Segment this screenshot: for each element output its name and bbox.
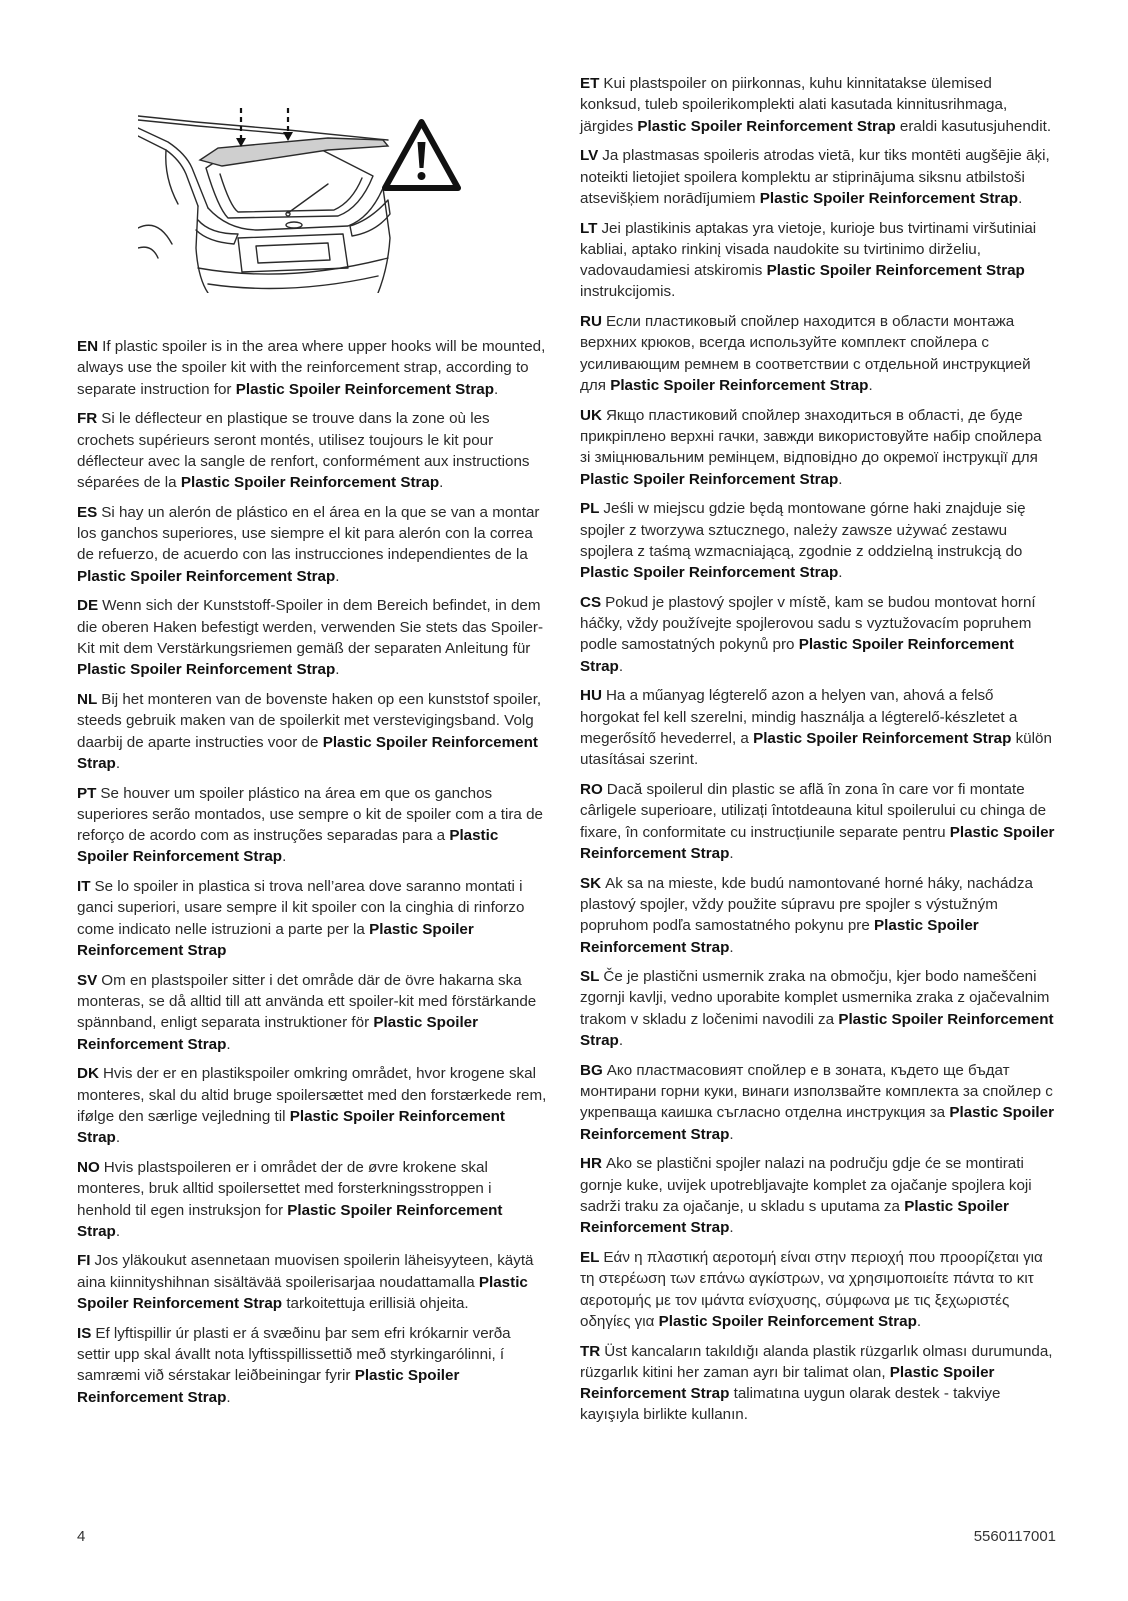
instruction-text-end: . — [729, 1125, 734, 1143]
left-column — [77, 336, 547, 1416]
product-name: Plastic Spoiler Reinforcement Strap — [580, 823, 1055, 862]
product-name: Plastic Spoiler Reinforcement Strap — [580, 917, 979, 956]
document-number: 5560117001 — [973, 1528, 1056, 1545]
instruction-text: Ako se plastični spojler nalazi na području gdje će se montirati gornje kuke, uvijek upotrebljavajte komplet za ojačanje spojlera koji sadrži traku za ojačanje, u skladu s uputama za — [580, 1155, 1032, 1215]
instruction-lv — [580, 145, 1056, 209]
instruction-text: Ако пластмасовият спойлер е в зоната, където ще бъдат монтирани горни куки, винаги използвайте комплекта за спойлер с укрепваща каишка съгласно отделна инструкция за — [580, 1061, 1053, 1122]
product-name: Plastic Spoiler Reinforcement Strap — [77, 1367, 460, 1406]
instruction-hu — [580, 685, 1056, 770]
instruction-ru — [580, 311, 1056, 396]
instruction-text: Bij het monteren van de bovenste haken op een kunststof spoiler, steeds gebruik maken van de spoilerkit met verstevigingsband. Volg daarbij de aparte instructies voor de — [77, 691, 542, 751]
instruction-text: Ha a műanyag légterelő azon a helyen van, ahová a felső horgokat fel kell szerelni, mindig használja a légterelő-készletet a megerősítő hevederrel, a — [580, 687, 1018, 748]
language-code: UK — [580, 406, 602, 424]
instruction-is — [77, 1323, 547, 1408]
instruction-text: Üst kancaların takıldığı alanda plastik rüzgarlık olması durumunda, rüzgarlık kitini her zaman ayrı bir talimat olan, — [580, 1342, 1053, 1381]
instruction-text-end: . — [115, 1222, 121, 1240]
product-name: Plastic Spoiler Reinforcement Strap — [580, 564, 839, 582]
language-code: NL — [77, 691, 98, 709]
instruction-lt — [580, 218, 1056, 303]
instruction-uk — [580, 405, 1056, 490]
instruction-sl — [580, 966, 1056, 1051]
instruction-fi — [77, 1250, 547, 1314]
instruction-text: Pokud je plastový spojler v místě, kam se budou montovat horní háčky, vždy používejte spojlerovou sadu s vyztužovacím popruhem podle samostatných pokynů pro — [580, 593, 1036, 654]
instruction-text-end: instrukcijomis. — [580, 283, 676, 301]
instruction-ro — [580, 779, 1056, 864]
product-name: Plastic Spoiler Reinforcement Strap — [77, 1201, 503, 1240]
instruction-text-end: . — [1018, 189, 1023, 207]
product-name: Plastic Spoiler Reinforcement Strap — [580, 1197, 1009, 1237]
instruction-text: Якщо пластиковий спойлер знаходиться в області, де буде прикріплено верхні гачки, завжди використовуйте набір спойлера зі зміцнювальним ремінцем, відповідно до окремої інструкції для — [580, 406, 1042, 467]
warning-triangle-icon — [381, 118, 462, 192]
instruction-text-end: . — [439, 474, 444, 492]
instruction-en — [77, 336, 547, 400]
language-code: CS — [580, 593, 602, 611]
instruction-text: Hvis der er en plastikspoiler omkring området, hvor krogene skal monteres, skal du altid bruge spoilersættet med den forstærkede rem, ifølge den særlige vejledning til — [77, 1065, 547, 1125]
language-code: EL — [580, 1248, 600, 1266]
instruction-text-end: . — [282, 848, 287, 866]
instruction-text: Kui plastspoiler on piirkonnas, kuhu kinnitatakse ülemised konksud, tuleb spoilerikomplekti alati kasutada kinnitusrihmaga, järgides — [580, 75, 1008, 135]
instruction-text-end: eraldi kasutusjuhendit. — [899, 117, 1052, 135]
instruction-text-end: . — [494, 380, 499, 398]
instruction-sk — [580, 873, 1056, 958]
instruction-text-end: . — [729, 1219, 734, 1237]
instruction-text: Jos yläkoukut asennetaan muovisen spoilerin läheisyyteen, käytä aina kiinnityshihnan sisältävää spoilerisarjaa noudattamalla — [77, 1252, 534, 1291]
language-code: BG — [580, 1061, 603, 1079]
language-code: HU — [580, 687, 602, 705]
instruction-text-end: . — [226, 1035, 231, 1053]
language-code: SK — [580, 874, 602, 892]
language-code: EN — [77, 338, 99, 355]
product-name: Plastic Spoiler Reinforcement Strap — [610, 377, 869, 395]
product-name: Plastic Spoiler Reinforcement Strap — [766, 262, 1025, 280]
instruction-text: If plastic spoiler is in the area where upper hooks will be mounted, always use the spoiler kit with the reinforcement strap, according to separate instruction for — [77, 338, 546, 398]
language-code: HR — [580, 1155, 602, 1173]
product-name: Plastic Spoiler Reinforcement Strap — [77, 1014, 479, 1053]
instruction-pl — [580, 498, 1056, 583]
instruction-text: Jei plastikinis aptakas yra vietoje, kurioje bus tvirtinami viršutiniai kabliai, aptako rinkinį visada naudokite su tvirtinimo dirželiu, vadovaudamiesi atskiromis — [580, 219, 1037, 280]
instruction-text: Se lo spoiler in plastica si trova nell’area dove saranno montati i ganci superiori, usare sempre il kit spoiler con la cinghia di rinforzo come indicato nelle istruzioni a parte per la — [77, 878, 525, 938]
product-name: Plastic Spoiler Reinforcement Strap — [77, 661, 336, 679]
instruction-text-end: . — [838, 470, 843, 488]
product-name: Plastic Spoiler Reinforcement Strap — [637, 117, 896, 135]
right-column — [580, 73, 1056, 1434]
language-code: FR — [77, 410, 98, 428]
instruction-text: Jeśli w miejscu gdzie będą montowane górne haki znajduje się spojler z tworzywa sztucznego, należy zawsze używać zestawu spojlera z taśmą wzmacniającą, zgodnie z oddzielną instrukcją do — [580, 500, 1026, 560]
instruction-text-end: . — [838, 564, 843, 582]
language-code: ET — [580, 75, 600, 92]
language-code: NO — [77, 1158, 100, 1176]
instruction-nl — [77, 689, 547, 774]
product-name: Plastic Spoiler Reinforcement Strap — [77, 1107, 505, 1147]
instruction-text: Dacă spoilerul din plastic se află în zona în care vor fi montate cârligele superioare, utilizați întotdeauna kitul spoilerului cu chinga de fixare, în conformitate cu instrucțiunile separate pentru — [580, 781, 1047, 841]
language-code: DE — [77, 597, 99, 615]
instruction-de — [77, 595, 547, 680]
instruction-sv — [77, 970, 547, 1055]
product-name: Plastic Spoiler Reinforcement Strap — [580, 1104, 1055, 1143]
instruction-text-end: talimatına uygun olarak destek - takviye kayışıyla birlikte kullanın. — [580, 1385, 1001, 1424]
instruction-text: Om en plastspoiler sitter i det område där de övre hakarna ska monteras, se då alltid till att använda ett spoiler-kit med förstärkande spännband, enligt separata instruktioner för — [77, 971, 537, 1032]
product-name: Plastic Spoiler Reinforcement Strap — [658, 1312, 917, 1330]
language-code: FI — [77, 1252, 91, 1270]
product-name: Plastic Spoiler Reinforcement Strap — [580, 1010, 1054, 1050]
language-code: ES — [77, 503, 98, 521]
instruction-text-end: . — [618, 657, 624, 675]
instruction-text: Se houver um spoiler plástico na área em que os ganchos superiores serão montados, use sempre o kit de spoiler com a tira de reforço de acordo com as instruções separadas para a — [77, 784, 543, 845]
instruction-text: Si le déflecteur en plastique se trouve dans la zone où les crochets supérieurs seront montés, utilisez toujours le kit pour déflecteur avec la sangle de renfort, conformément aux instructions séparées de la — [77, 410, 530, 492]
instruction-text-end: külön utasításai szerint. — [580, 730, 1052, 769]
instruction-hr — [580, 1153, 1056, 1238]
language-code: DK — [77, 1065, 99, 1083]
language-code: PT — [77, 784, 97, 802]
instruction-text-end: . — [729, 844, 734, 862]
instruction-text: Εάν η πλαστική αεροτομή είναι στην περιοχή που προορίζεται για τη στερέωση των επάνω αγκίστρων, να χρησιμοποιείτε πάντα το κιτ αεροτομής με τον ιμάντα ενίσχυσης, σύμφωνα με τις ξεχωριστές οδηγίες για — [580, 1248, 1043, 1330]
instruction-it — [77, 876, 547, 961]
product-name: Plastic Spoiler Reinforcement Strap — [580, 636, 1014, 675]
product-name: Plastic Spoiler Reinforcement Strap — [580, 470, 839, 488]
instruction-text: Hvis plastspoileren er i området der de øvre krokene skal monteres, bruk alltid spoilersettet med forsterkningsstroppen i henhold til egen instruksjon for — [77, 1158, 492, 1219]
instruction-tr — [580, 1341, 1056, 1426]
instruction-pt — [77, 783, 547, 868]
instruction-cs — [580, 592, 1056, 677]
instruction-text: Если пластиковый спойлер находится в области монтажа верхних крюков, всегда используйте комплект спойлера с усиливающим ремнем в соответствии с отдельной инструкцией для — [580, 313, 1031, 395]
language-code: IS — [77, 1324, 92, 1342]
product-name: Plastic Spoiler Reinforcement Strap — [77, 920, 474, 960]
instruction-text-end: . — [335, 567, 340, 585]
instruction-text: Ja plastmasas spoileris atrodas vietā, kur tiks montēti augšējie āķi, noteikti lietojiet spoilera komplektu ar stiprinājuma siksnu atbilstoši atsevišķiem norādījumiem — [580, 147, 1050, 207]
instruction-et — [580, 73, 1056, 137]
product-name: Plastic Spoiler Reinforcement Strap — [77, 1273, 528, 1313]
instruction-no — [77, 1157, 547, 1242]
product-name: Plastic Spoiler Reinforcement Strap — [235, 380, 494, 398]
language-code: RO — [580, 781, 603, 799]
language-code: LV — [580, 147, 599, 165]
instruction-text: Si hay un alerón de plástico en el área en la que se van a montar los ganchos superiores, use siempre el kit para alerón con la correa de refuerzo, de acuerdo con las instrucciones independientes de la — [77, 503, 540, 564]
language-code: PL — [580, 500, 600, 518]
instruction-bg — [580, 1060, 1056, 1145]
instruction-text: Ef lyftispillir úr plasti er á svæðinu þar sem efri krókarnir verða settir upp skal ávallt nota lyftisspillissettið með styrkingarólinni, í samræmi við sérstakar leiðbeiningar fyrir — [77, 1324, 511, 1385]
product-name: Plastic Spoiler Reinforcement Strap — [77, 827, 499, 866]
instruction-text-end: . — [226, 1388, 231, 1406]
instruction-text-end: . — [916, 1312, 922, 1330]
instruction-text: Ak sa na mieste, kde budú namontované horné háky, nachádza plastový spojler, vždy použite súpravu pre spojler s výstužným popruhom podľa samostatného pokynu pre — [580, 874, 1033, 935]
product-name: Plastic Spoiler Reinforcement Strap — [180, 474, 440, 492]
instruction-text: Wenn sich der Kunststoff-Spoiler in dem Bereich befindet, in dem die oberen Haken befestigt werden, verwenden Sie stets das Spoiler-Kit mit dem Verstärkungsriemen gemäß der separaten Anleitung für — [77, 597, 544, 658]
product-name: Plastic Spoiler Reinforcement Strap — [580, 1363, 995, 1403]
language-code: LT — [580, 219, 598, 237]
instruction-text: Če je plastični usmernik zraka na območju, kjer bodo nameščeni zgornji kavlji, vedno uporabite komplet usmernika zraka z ojačevalnim trakom v skladu z ločenimi navodili za — [580, 968, 1050, 1028]
language-code: SL — [580, 968, 600, 986]
instruction-text-end: . — [618, 1032, 624, 1050]
instruction-text-end: . — [115, 1129, 121, 1147]
language-code: RU — [580, 313, 602, 331]
product-name: Plastic Spoiler Reinforcement Strap — [77, 733, 538, 772]
language-code: SV — [77, 971, 98, 989]
language-code: TR — [580, 1342, 601, 1360]
product-name: Plastic Spoiler Reinforcement Strap — [77, 567, 336, 585]
instruction-text-end: . — [729, 938, 734, 956]
instruction-text-end: . — [868, 377, 873, 395]
instruction-text-end: tarkoitettuja erillisiä ohjeita. — [286, 1295, 469, 1313]
instruction-fr — [77, 408, 547, 493]
instruction-el — [580, 1247, 1056, 1332]
instruction-text-end: . — [335, 661, 340, 679]
instruction-text-end: . — [115, 754, 121, 772]
product-name: Plastic Spoiler Reinforcement Strap — [759, 189, 1019, 207]
instruction-dk — [77, 1063, 547, 1148]
product-name: Plastic Spoiler Reinforcement Strap — [753, 730, 1012, 748]
instruction-es — [77, 502, 547, 587]
language-code: IT — [77, 878, 91, 896]
page-number: 4 — [77, 1528, 86, 1545]
